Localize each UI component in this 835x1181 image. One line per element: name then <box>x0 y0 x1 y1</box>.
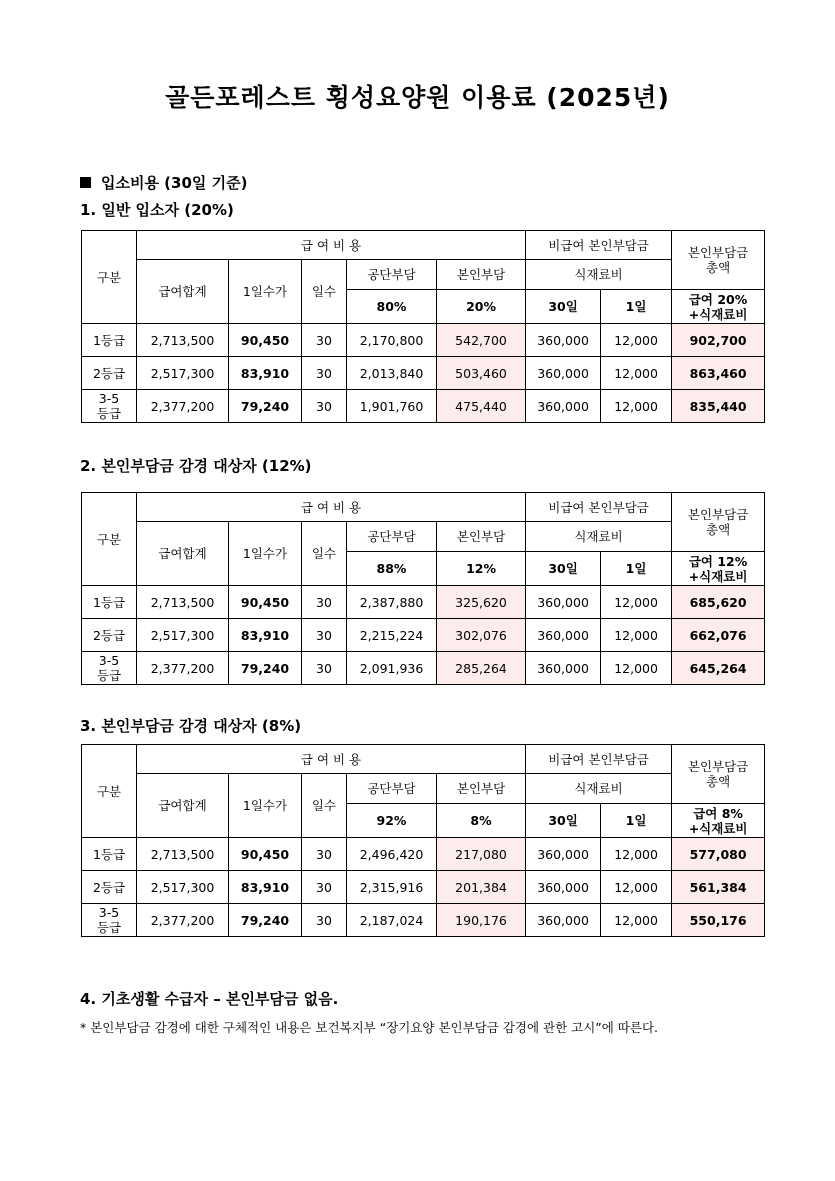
row-meal-30: 360,000 <box>526 390 601 423</box>
row-days: 30 <box>302 838 347 871</box>
row-self-share: 475,440 <box>437 390 526 423</box>
header-meal-cost: 식재료비 <box>526 522 672 552</box>
header-total-line: 총액 <box>706 774 731 789</box>
header-daily-fee: 1일수가 <box>229 260 302 324</box>
row-meal-30: 360,000 <box>526 838 601 871</box>
section-1-heading: 1. 일반 입소자 (20%) <box>80 201 234 219</box>
header-meal-30: 30일 <box>526 804 601 838</box>
table-row <box>82 324 765 357</box>
row-grade: 2등급 <box>82 619 137 652</box>
header-total-formula-line: +식재료비 <box>688 568 748 584</box>
header-self-pct: 12% <box>437 552 526 586</box>
header-total-formula <box>672 290 765 324</box>
row-public-share: 2,091,936 <box>347 652 437 685</box>
header-total-formula <box>672 552 765 586</box>
header-total-formula <box>672 804 765 838</box>
row-total: 662,076 <box>672 619 765 652</box>
row-grade <box>82 904 137 937</box>
row-daily-fee: 79,240 <box>229 904 302 937</box>
row-days: 30 <box>302 390 347 423</box>
fee-table-1 <box>81 230 765 423</box>
table-row <box>82 390 765 423</box>
header-days: 일수 <box>302 260 347 324</box>
row-daily-fee: 90,450 <box>229 838 302 871</box>
header-nonbenefit-group: 비급여 본인부담금 <box>526 231 672 260</box>
header-meal-cost: 식재료비 <box>526 774 672 804</box>
header-public-share: 공단부담 <box>347 774 437 804</box>
row-daily-fee: 83,910 <box>229 357 302 390</box>
row-total: 863,460 <box>672 357 765 390</box>
row-grade-line: 등급 <box>96 406 122 421</box>
row-meal-30: 360,000 <box>526 652 601 685</box>
row-total: 645,264 <box>672 652 765 685</box>
row-benefit-total: 2,377,200 <box>137 652 229 685</box>
fee-table-2 <box>81 492 765 685</box>
header-total-line: 본인부담금 <box>687 759 749 774</box>
table-row <box>82 871 765 904</box>
header-total-line: 본인부담금 <box>687 245 749 260</box>
section-2-heading: 2. 본인부담금 감경 대상자 (12%) <box>80 457 312 475</box>
table-row <box>82 357 765 390</box>
row-total: 577,080 <box>672 838 765 871</box>
row-grade <box>82 652 137 685</box>
row-meal-1: 12,000 <box>601 652 672 685</box>
header-total-formula-line: 급여 8% <box>693 805 743 821</box>
header-meal-1: 1일 <box>601 290 672 324</box>
header-total-formula-line: +식재료비 <box>688 820 748 836</box>
row-grade: 1등급 <box>82 838 137 871</box>
header-total <box>672 493 765 552</box>
row-days: 30 <box>302 357 347 390</box>
row-daily-fee: 83,910 <box>229 871 302 904</box>
header-benefit-group: 급 여 비 용 <box>137 745 526 774</box>
row-total: 561,384 <box>672 871 765 904</box>
row-self-share: 217,080 <box>437 838 526 871</box>
row-self-share: 285,264 <box>437 652 526 685</box>
intro-heading <box>80 172 247 193</box>
row-days: 30 <box>302 619 347 652</box>
header-daily-fee: 1일수가 <box>229 522 302 586</box>
header-daily-fee: 1일수가 <box>229 774 302 838</box>
row-grade-line: 3-5 <box>98 653 120 668</box>
row-days: 30 <box>302 324 347 357</box>
header-total-line: 총액 <box>706 260 731 275</box>
table-row <box>82 586 765 619</box>
row-grade-line: 3-5 <box>98 905 120 920</box>
header-public-pct: 80% <box>347 290 437 324</box>
row-public-share: 2,013,840 <box>347 357 437 390</box>
row-days: 30 <box>302 871 347 904</box>
row-daily-fee: 83,910 <box>229 619 302 652</box>
row-meal-30: 360,000 <box>526 586 601 619</box>
table-row <box>82 619 765 652</box>
header-public-pct: 92% <box>347 804 437 838</box>
row-grade: 1등급 <box>82 324 137 357</box>
row-self-share: 190,176 <box>437 904 526 937</box>
row-benefit-total: 2,713,500 <box>137 838 229 871</box>
header-benefit-group: 급 여 비 용 <box>137 231 526 260</box>
header-public-share: 공단부담 <box>347 260 437 290</box>
row-benefit-total: 2,517,300 <box>137 357 229 390</box>
row-meal-1: 12,000 <box>601 586 672 619</box>
row-self-share: 201,384 <box>437 871 526 904</box>
row-grade: 2등급 <box>82 871 137 904</box>
header-nonbenefit-group: 비급여 본인부담금 <box>526 493 672 522</box>
fee-table-3 <box>81 744 765 937</box>
row-meal-1: 12,000 <box>601 871 672 904</box>
row-self-share: 325,620 <box>437 586 526 619</box>
header-self-pct: 20% <box>437 290 526 324</box>
row-total: 835,440 <box>672 390 765 423</box>
section-3-heading: 3. 본인부담금 감경 대상자 (8%) <box>80 717 302 735</box>
row-benefit-total: 2,713,500 <box>137 586 229 619</box>
header-total-formula-line: 급여 12% <box>688 553 748 569</box>
header-total-formula-line: +식재료비 <box>688 306 748 322</box>
header-days: 일수 <box>302 522 347 586</box>
intro-heading-text: 입소비용 (30일 기준) <box>101 174 248 192</box>
row-public-share: 2,215,224 <box>347 619 437 652</box>
row-benefit-total: 2,377,200 <box>137 904 229 937</box>
header-grade: 구분 <box>82 745 137 838</box>
footnote: * 본인부담금 감경에 대한 구체적인 내용은 보건복지부 “장기요양 본인부담금 감경에 관한 고시”에 따른다. <box>80 1020 659 1035</box>
row-meal-30: 360,000 <box>526 324 601 357</box>
row-grade: 1등급 <box>82 586 137 619</box>
header-benefit-total: 급여합계 <box>137 260 229 324</box>
header-grade: 구분 <box>82 493 137 586</box>
row-grade <box>82 390 137 423</box>
row-meal-1: 12,000 <box>601 390 672 423</box>
page-title: 골든포레스트 횡성요양원 이용료 (2025년) <box>165 83 670 112</box>
row-benefit-total: 2,713,500 <box>137 324 229 357</box>
row-meal-1: 12,000 <box>601 838 672 871</box>
row-public-share: 2,187,024 <box>347 904 437 937</box>
header-meal-30: 30일 <box>526 290 601 324</box>
row-days: 30 <box>302 904 347 937</box>
header-self-share: 본인부담 <box>437 260 526 290</box>
row-grade-line: 등급 <box>96 668 122 683</box>
row-grade-line: 등급 <box>96 920 122 935</box>
row-meal-30: 360,000 <box>526 357 601 390</box>
header-self-share: 본인부담 <box>437 774 526 804</box>
row-self-share: 302,076 <box>437 619 526 652</box>
header-total-formula-line: 급여 20% <box>688 291 748 307</box>
row-daily-fee: 79,240 <box>229 390 302 423</box>
header-self-pct: 8% <box>437 804 526 838</box>
header-days: 일수 <box>302 774 347 838</box>
row-public-share: 2,170,800 <box>347 324 437 357</box>
row-public-share: 1,901,760 <box>347 390 437 423</box>
row-benefit-total: 2,377,200 <box>137 390 229 423</box>
row-meal-1: 12,000 <box>601 357 672 390</box>
row-total: 685,620 <box>672 586 765 619</box>
header-benefit-total: 급여합계 <box>137 522 229 586</box>
header-public-share: 공단부담 <box>347 522 437 552</box>
table-row <box>82 652 765 685</box>
row-grade-line: 3-5 <box>98 391 120 406</box>
row-daily-fee: 79,240 <box>229 652 302 685</box>
row-public-share: 2,315,916 <box>347 871 437 904</box>
row-benefit-total: 2,517,300 <box>137 871 229 904</box>
header-meal-30: 30일 <box>526 552 601 586</box>
row-grade: 2등급 <box>82 357 137 390</box>
header-benefit-total: 급여합계 <box>137 774 229 838</box>
row-self-share: 503,460 <box>437 357 526 390</box>
row-public-share: 2,496,420 <box>347 838 437 871</box>
header-grade: 구분 <box>82 231 137 324</box>
row-total: 550,176 <box>672 904 765 937</box>
table-row <box>82 838 765 871</box>
row-days: 30 <box>302 652 347 685</box>
row-total: 902,700 <box>672 324 765 357</box>
row-self-share: 542,700 <box>437 324 526 357</box>
row-meal-1: 12,000 <box>601 324 672 357</box>
header-total-line: 본인부담금 <box>687 507 749 522</box>
section-4-heading: 4. 기초생활 수급자 – 본인부담금 없음. <box>80 990 339 1008</box>
header-nonbenefit-group: 비급여 본인부담금 <box>526 745 672 774</box>
header-meal-cost: 식재료비 <box>526 260 672 290</box>
table-row <box>82 904 765 937</box>
row-meal-1: 12,000 <box>601 904 672 937</box>
row-meal-1: 12,000 <box>601 619 672 652</box>
header-total <box>672 231 765 290</box>
row-daily-fee: 90,450 <box>229 324 302 357</box>
row-meal-30: 360,000 <box>526 871 601 904</box>
header-self-share: 본인부담 <box>437 522 526 552</box>
header-meal-1: 1일 <box>601 804 672 838</box>
row-days: 30 <box>302 586 347 619</box>
header-benefit-group: 급 여 비 용 <box>137 493 526 522</box>
row-meal-30: 360,000 <box>526 619 601 652</box>
header-meal-1: 1일 <box>601 552 672 586</box>
header-public-pct: 88% <box>347 552 437 586</box>
header-total-line: 총액 <box>706 522 731 537</box>
header-total <box>672 745 765 804</box>
row-daily-fee: 90,450 <box>229 586 302 619</box>
row-benefit-total: 2,517,300 <box>137 619 229 652</box>
row-public-share: 2,387,880 <box>347 586 437 619</box>
square-bullet-icon <box>80 177 91 188</box>
row-meal-30: 360,000 <box>526 904 601 937</box>
